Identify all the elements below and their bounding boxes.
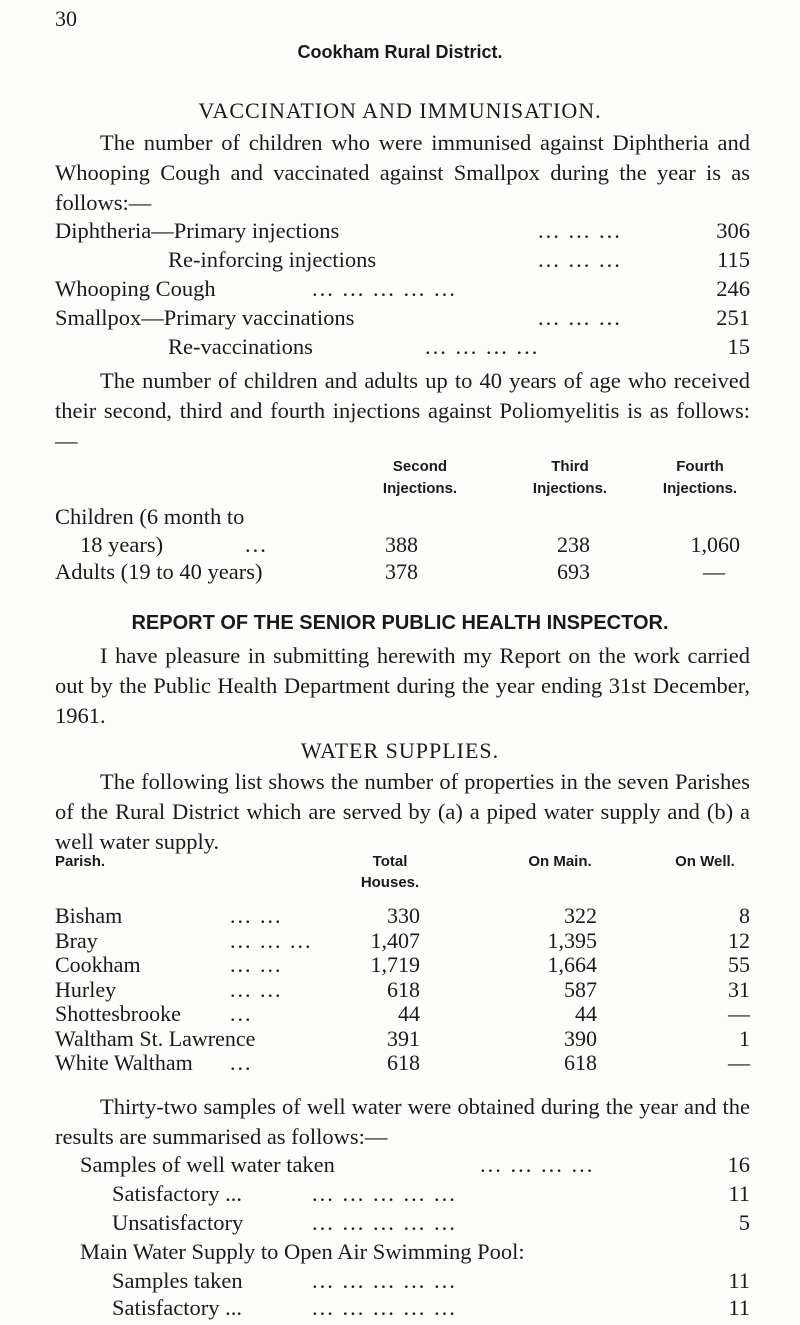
report-heading: REPORT OF THE SENIOR PUBLIC HEALTH INSPECTOR. xyxy=(131,612,669,634)
page-number: 30 xyxy=(55,6,77,31)
pool-item xyxy=(0,1268,800,1298)
on-well: 8 xyxy=(739,903,750,928)
leader-dots: ... ... xyxy=(230,952,283,977)
total-houses: 391 xyxy=(387,1026,420,1051)
on-main: 322 xyxy=(564,903,597,928)
item-value: 115 xyxy=(717,247,750,272)
parish-name: White Waltham xyxy=(55,1050,193,1075)
sample-item xyxy=(0,1152,800,1182)
leader-dots: ... ... ... ... ... xyxy=(312,1295,457,1320)
parish-name: Cookham xyxy=(55,952,141,977)
vaccination-intro: The number of children who were immunised against Diphtheria and Whooping Cough and vaccinated against Smallpox during the year is as follows:— xyxy=(55,130,750,215)
vaccination-item xyxy=(0,276,800,306)
on-main: 44 xyxy=(575,1001,597,1026)
polio-second: 378 xyxy=(385,559,418,584)
leader-dots: ... ... ... xyxy=(538,218,622,243)
leader-dots: ... ... ... ... ... xyxy=(312,1181,457,1206)
col-parish: Parish. xyxy=(55,853,106,870)
vaccination-heading: VACCINATION AND IMMUNISATION. xyxy=(198,98,602,123)
on-well: 55 xyxy=(728,952,750,977)
item-value: 11 xyxy=(728,1295,750,1320)
sample-item xyxy=(0,1181,800,1211)
total-houses: 618 xyxy=(387,1050,420,1075)
total-houses: 330 xyxy=(387,903,420,928)
item-label: Samples of well water taken xyxy=(80,1152,335,1177)
on-main: 390 xyxy=(564,1026,597,1051)
item-label: Diphtheria—Primary injections xyxy=(55,218,340,243)
leader-dots: ... ... ... xyxy=(538,247,622,272)
district-title: Cookham Rural District. xyxy=(297,42,503,62)
on-main: 587 xyxy=(564,977,597,1002)
on-main: 618 xyxy=(564,1050,597,1075)
on-main: 1,395 xyxy=(547,928,597,953)
item-value: 11 xyxy=(728,1181,750,1206)
item-label: Whooping Cough xyxy=(55,276,216,301)
leader-dots: ... ... ... ... xyxy=(425,334,540,359)
col-second-line2: Injections. xyxy=(382,480,458,497)
item-label: Re-inforcing injections xyxy=(168,247,377,272)
on-well: — xyxy=(728,1001,750,1026)
leader-dots: ... ... ... ... xyxy=(480,1152,595,1177)
col-second-line1: Second xyxy=(392,458,448,475)
report-text: I have pleasure in submitting herewith my Report on the work carried out by the Public Health Department during the year ending 31st December, 1961. xyxy=(55,643,750,728)
parish-name: Shottesbrooke xyxy=(55,1001,181,1026)
leader-dots: ... ... xyxy=(230,903,283,928)
polio-row-label: Adults (19 to 40 years) xyxy=(55,559,263,584)
leader-dots: ... ... ... xyxy=(230,928,313,953)
item-value: 306 xyxy=(716,218,750,243)
on-main: 1,664 xyxy=(547,952,597,977)
col-total-line1: Total xyxy=(372,853,408,870)
polio-third: 693 xyxy=(557,559,590,584)
leader-dots: ... xyxy=(230,1001,253,1026)
item-value: 246 xyxy=(716,276,750,301)
polio-row-label: 18 years) xyxy=(80,532,164,557)
item-value: 5 xyxy=(738,1210,750,1235)
on-well: — xyxy=(728,1050,750,1075)
leader-dots: ... xyxy=(245,532,268,557)
col-on-well: On Well. xyxy=(675,853,735,870)
vaccination-item xyxy=(0,305,800,335)
polio-fourth: — xyxy=(703,559,725,584)
on-well: 1 xyxy=(739,1026,750,1051)
leader-dots: ... ... ... ... ... xyxy=(312,1268,457,1293)
pool-item xyxy=(0,1295,800,1325)
vaccination-item xyxy=(0,218,800,248)
parish-name: Waltham St. Lawrence xyxy=(55,1026,256,1051)
col-third-line2: Injections. xyxy=(532,480,608,497)
polio-row-label: Children (6 month to xyxy=(55,504,245,529)
col-total-line2: Houses. xyxy=(360,874,420,891)
col-third-line1: Third xyxy=(551,458,589,475)
item-label: Satisfactory ... xyxy=(112,1181,242,1206)
polio-intro: The number of children and adults up to 40 years of age who received their second, third and fourth injections against Poliomyelitis is as follows:— xyxy=(55,368,750,453)
pool-heading: Main Water Supply to Open Air Swimming Pool: xyxy=(80,1239,525,1264)
leader-dots: ... ... ... ... ... xyxy=(312,1210,457,1235)
on-well: 31 xyxy=(728,977,750,1002)
item-label: Unsatisfactory xyxy=(112,1210,244,1235)
polio-fourth: 1,060 xyxy=(690,532,740,557)
leader-dots: ... xyxy=(230,1050,253,1075)
item-label: Samples taken xyxy=(112,1268,243,1293)
item-value: 251 xyxy=(716,305,750,330)
col-on-main: On Main. xyxy=(528,853,592,870)
col-fourth-line1: Fourth xyxy=(676,458,724,475)
item-value: 11 xyxy=(728,1268,750,1293)
parish-name: Bray xyxy=(55,928,98,953)
item-label: Satisfactory ... xyxy=(112,1295,242,1320)
vaccination-item xyxy=(0,334,800,364)
item-value: 15 xyxy=(727,334,750,359)
total-houses: 618 xyxy=(387,977,420,1002)
polio-second: 388 xyxy=(385,532,418,557)
total-houses: 44 xyxy=(398,1001,420,1026)
water-heading: WATER SUPPLIES. xyxy=(300,738,500,763)
vaccination-item xyxy=(0,247,800,277)
item-value: 16 xyxy=(727,1152,750,1177)
sample-item xyxy=(0,1210,800,1240)
leader-dots: ... ... xyxy=(230,977,283,1002)
parish-name: Bisham xyxy=(55,903,123,928)
water-intro: The following list shows the number of properties in the seven Parishes of the Rural District which are served by (a) a piped water supply and (b) a well water supply. xyxy=(55,769,750,854)
parish-name: Hurley xyxy=(55,977,117,1002)
total-houses: 1,719 xyxy=(370,952,420,977)
on-well: 12 xyxy=(728,928,750,953)
leader-dots: ... ... ... ... ... xyxy=(312,276,457,301)
item-label: Re-vaccinations xyxy=(168,334,313,359)
col-fourth-line2: Injections. xyxy=(662,480,738,497)
polio-third: 238 xyxy=(557,532,590,557)
total-houses: 1,407 xyxy=(370,928,420,953)
leader-dots: ... ... ... xyxy=(538,305,622,330)
item-label: Smallpox—Primary vaccinations xyxy=(55,305,355,330)
samples-intro: Thirty-two samples of well water were obtained during the year and the results are summarised as follows:— xyxy=(55,1094,750,1149)
